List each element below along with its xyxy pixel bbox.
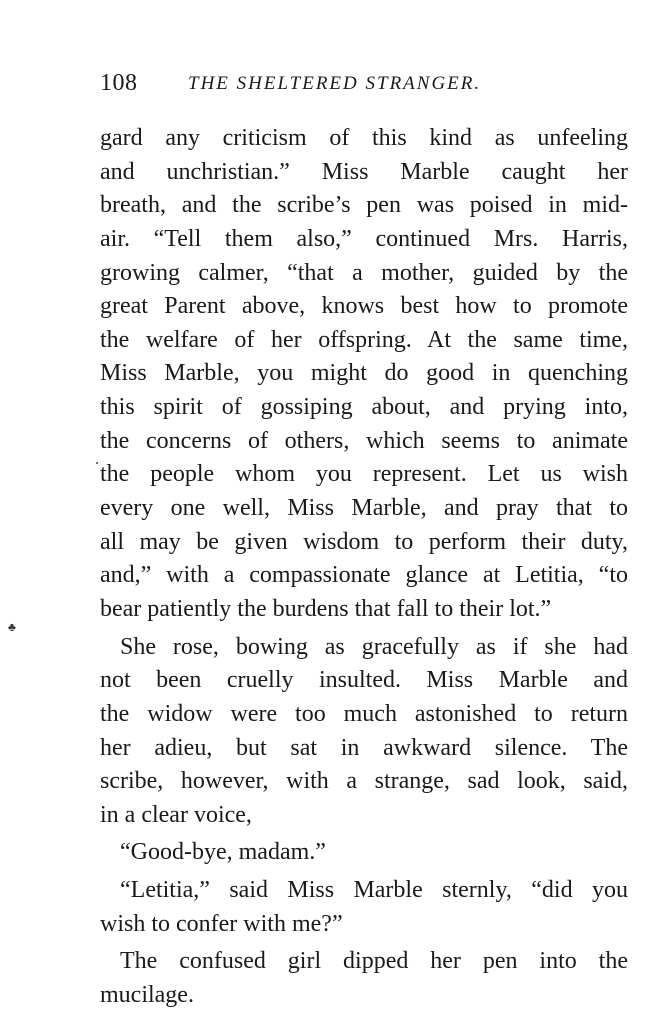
body-text bbox=[100, 122, 628, 1013]
text-line: “Letitia,” said Miss Marble sternly, “did you bbox=[120, 877, 628, 904]
text-line: She rose, bowing as gracefully as if she had bbox=[120, 633, 628, 660]
text-line: The confused girl dipped her pen into the bbox=[120, 948, 628, 975]
text-line: not been cruelly insulted. Miss Marble and bbox=[100, 667, 628, 694]
text-line: great Parent above, knows best how to promote bbox=[100, 293, 628, 320]
text-line: the concerns of others, which seems to animate bbox=[100, 427, 628, 454]
text-line: mucilage. bbox=[100, 982, 194, 1009]
text-line: air. “Tell them also,” continued Mrs. Harris, bbox=[100, 225, 628, 252]
text-line: growing calmer, “that a mother, guided by the bbox=[100, 259, 628, 286]
text-line: “Good-bye, madam.” bbox=[120, 839, 326, 866]
margin-ornament: ♣ bbox=[8, 620, 16, 634]
text-line: wish to confer with me?” bbox=[100, 910, 343, 937]
text-line: all may be given wisdom to perform their duty, bbox=[100, 528, 628, 555]
text-line: scribe, however, with a strange, sad look, said, bbox=[100, 768, 628, 795]
text-line: Miss Marble, you might do good in quenching bbox=[100, 360, 628, 387]
print-speck bbox=[96, 462, 98, 464]
running-title: THE SHELTERED STRANGER. bbox=[188, 73, 482, 94]
text-line: the widow were too much astonished to return bbox=[100, 700, 628, 727]
text-line: the people whom you represent. Let us wish bbox=[100, 461, 628, 488]
page-number: 108 bbox=[100, 70, 138, 96]
page-header bbox=[100, 70, 620, 104]
text-line: the welfare of her offspring. At the same time, bbox=[100, 326, 628, 353]
text-line: and unchristian.” Miss Marble caught her bbox=[100, 158, 628, 185]
text-line: in a clear voice, bbox=[100, 801, 252, 828]
text-line: bear patiently the burdens that fall to their lot.” bbox=[100, 595, 552, 622]
text-line: and,” with a compassionate glance at Letitia, “to bbox=[100, 562, 628, 589]
text-line: this spirit of gossiping about, and prying into, bbox=[100, 394, 628, 421]
text-line: her adieu, but sat in awkward silence. The bbox=[100, 734, 628, 761]
text-line: every one well, Miss Marble, and pray that to bbox=[100, 495, 628, 522]
text-line: gard any criticism of this kind as unfeeling bbox=[100, 125, 628, 151]
text-line: breath, and the scribe’s pen was poised in mid- bbox=[100, 192, 628, 219]
